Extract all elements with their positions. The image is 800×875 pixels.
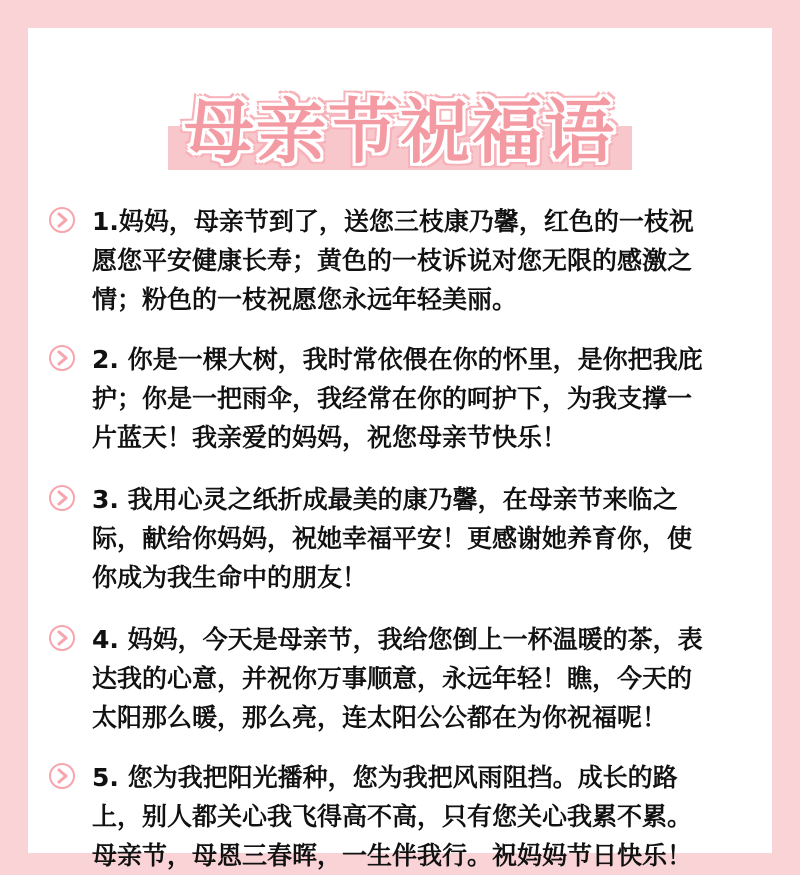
greeting-line: 情；粉色的一枝祝愿您永远年轻美丽。 [92,285,518,314]
greeting-line: 护；你是一把雨伞，我经常在你的呵护下，为我支撑一 [92,384,693,413]
greeting-text [92,480,762,597]
greeting-line: 5. 您为我把阳光播种，您为我把风雨阻挡。成长的路 [92,763,678,792]
greeting-line: 片蓝天！我亲爱的妈妈，祝您母亲节快乐！ [92,423,568,452]
greeting-line: 1.妈妈，母亲节到了，送您三枝康乃馨，红色的一枝祝 [92,207,694,236]
greeting-line: 4. 妈妈，今天是母亲节，我给您倒上一杯温暖的茶，表 [92,625,703,654]
page-title: 母亲节祝福语 [184,91,616,173]
greeting-line: 3. 我用心灵之纸折成最美的康乃馨，在母亲节来临之 [92,485,678,514]
greeting-text [92,202,762,319]
greeting-text [92,340,762,457]
chevron-right-circle-icon [48,206,76,234]
content-card [28,28,772,870]
greeting-line: 愿您平安健康长寿；黄色的一枝诉说对您无限的感激之 [92,246,693,275]
greeting-line: 际，献给你妈妈，祝她幸福平安！更感谢她养育你，使 [92,524,693,553]
chevron-right-circle-icon [48,762,76,790]
chevron-right-circle-icon [48,344,76,372]
greeting-line: 母亲节，母恩三春晖，一生伴我行。祝妈妈节日快乐！ [92,841,693,870]
greeting-line: 太阳那么暖，那么亮，连太阳公公都在为你祝福呢！ [92,703,668,732]
chevron-right-circle-icon [48,484,76,512]
chevron-right-circle-icon [48,624,76,652]
greeting-item-4 [42,620,762,732]
greeting-item-3 [42,480,762,592]
greeting-line: 达我的心意，并祝你万事顺意，永远年轻！瞧，今天的 [92,664,693,693]
greeting-line: 上，别人都关心我飞得高不高，只有您关心我累不累。 [92,802,693,831]
greeting-item-2 [42,340,762,452]
greeting-item-5 [42,758,762,870]
greeting-text [92,620,762,737]
title-block [168,72,632,192]
greeting-text [92,758,762,875]
greeting-item-1 [42,202,762,314]
greeting-line: 你成为我生命中的朋友！ [92,563,368,592]
greeting-line: 2. 你是一棵大树，我时常依偎在你的怀里，是你把我庇 [92,345,703,374]
